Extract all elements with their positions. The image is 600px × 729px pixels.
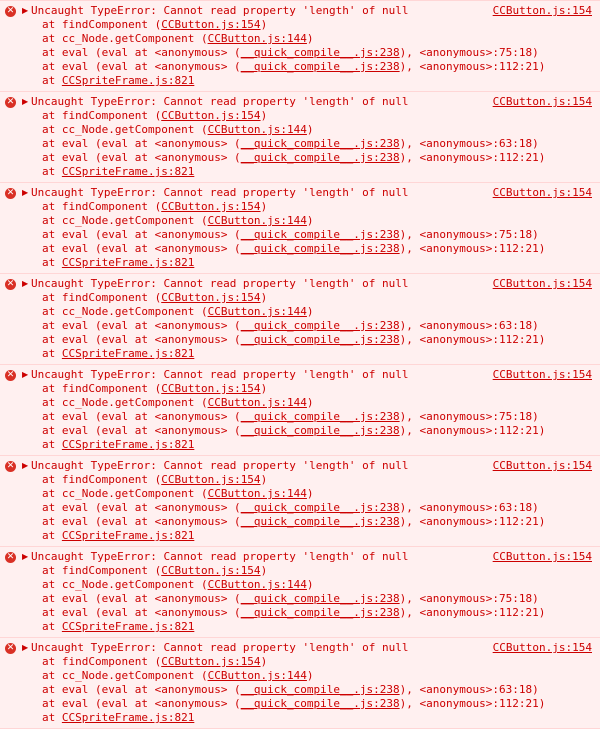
stack-frame-at: at (42, 655, 62, 668)
error-message-text: : Cannot read property 'length' of null (150, 4, 409, 17)
stack-frame-function: eval (eval at <anonymous> ( (61, 592, 241, 605)
source-location-link[interactable]: CCButton.js:154 (492, 186, 592, 199)
error-message-text: : Cannot read property 'length' of null (150, 95, 409, 108)
stack-frame-at: at (42, 319, 62, 332)
stack-frame-link[interactable]: CCSpriteFrame.js:821 (61, 438, 195, 451)
console-error-entry[interactable] (0, 274, 600, 365)
stack-frame-function: findComponent ( (61, 200, 162, 213)
stack-frame (22, 578, 596, 592)
disclosure-triangle-icon[interactable]: ▶ (22, 461, 29, 470)
stack-frame-function: findComponent ( (61, 473, 162, 486)
stack-frame-at: at (42, 592, 62, 605)
stack-frame-at: at (42, 200, 62, 213)
disclosure-triangle-icon[interactable]: ▶ (22, 6, 29, 15)
stack-frame-at: at (42, 214, 62, 227)
stack-frame-at: at (42, 515, 62, 528)
stack-frame-link[interactable]: __quick_compile__.js:238 (240, 424, 400, 437)
stack-frame-link[interactable]: __quick_compile__.js:238 (240, 606, 400, 619)
stack-trace (22, 564, 596, 634)
stack-frame-function: cc_Node.getComponent ( (61, 123, 208, 136)
stack-frame-tail: ) (306, 669, 314, 682)
stack-frame-tail: ), <anonymous>:75:18) (399, 46, 539, 59)
stack-frame (22, 697, 596, 711)
stack-frame-at: at (42, 697, 62, 710)
error-message-prefix: Uncaught (31, 368, 91, 381)
stack-frame-link[interactable]: CCSpriteFrame.js:821 (61, 711, 195, 724)
stack-frame (22, 46, 596, 60)
stack-frame-at: at (42, 620, 62, 633)
stack-frame (22, 74, 596, 88)
stack-frame (22, 515, 596, 529)
stack-frame (22, 501, 596, 515)
stack-frame-tail: ) (306, 123, 314, 136)
error-message-text: : Cannot read property 'length' of null (150, 277, 409, 290)
stack-frame-at: at (42, 564, 62, 577)
stack-frame (22, 256, 596, 270)
error-type: TypeError (90, 550, 151, 563)
stack-frame-function: eval (eval at <anonymous> ( (61, 424, 241, 437)
error-message-prefix: Uncaught (31, 4, 91, 17)
stack-frame-function: eval (eval at <anonymous> ( (61, 333, 241, 346)
stack-frame (22, 32, 596, 46)
stack-frame-function: eval (eval at <anonymous> ( (61, 501, 241, 514)
console-error-header (22, 4, 596, 18)
stack-frame-tail: ) (260, 18, 268, 31)
stack-frame-link[interactable]: __quick_compile__.js:238 (240, 319, 400, 332)
console-error-header (22, 459, 596, 473)
stack-frame-link[interactable]: CCSpriteFrame.js:821 (61, 74, 195, 87)
stack-frame-tail: ) (306, 487, 314, 500)
stack-trace (22, 291, 596, 361)
error-type: TypeError (90, 368, 151, 381)
error-icon: ✕ (6, 97, 15, 107)
stack-frame (22, 424, 596, 438)
stack-frame-link[interactable]: __quick_compile__.js:238 (240, 515, 400, 528)
stack-frame-tail: ), <anonymous>:112:21) (399, 515, 546, 528)
stack-frame-tail: ), <anonymous>:112:21) (399, 697, 546, 710)
stack-frame (22, 151, 596, 165)
stack-frame (22, 165, 596, 179)
stack-frame-function: eval (eval at <anonymous> ( (61, 683, 241, 696)
stack-frame (22, 711, 596, 725)
source-location-link[interactable]: CCButton.js:154 (492, 95, 592, 108)
error-message-prefix: Uncaught (31, 459, 91, 472)
error-icon: ✕ (6, 370, 15, 380)
stack-frame-tail: ), <anonymous>:75:18) (399, 592, 539, 605)
stack-frame-link[interactable]: CCSpriteFrame.js:821 (61, 165, 195, 178)
stack-frame-function: eval (eval at <anonymous> ( (61, 515, 241, 528)
console-error-header (22, 641, 596, 655)
stack-frame (22, 683, 596, 697)
stack-frame-tail: ), <anonymous>:112:21) (399, 60, 546, 73)
stack-frame-at: at (42, 165, 62, 178)
stack-frame-at: at (42, 711, 62, 724)
stack-frame-tail: ), <anonymous>:75:18) (399, 410, 539, 423)
stack-frame-tail: ), <anonymous>:112:21) (399, 242, 546, 255)
stack-frame (22, 620, 596, 634)
stack-frame-tail: ) (306, 214, 314, 227)
stack-frame-link[interactable]: __quick_compile__.js:238 (240, 501, 400, 514)
stack-frame-tail: ), <anonymous>:75:18) (399, 228, 539, 241)
stack-frame-link[interactable]: CCButton.js:144 (207, 487, 307, 500)
stack-frame (22, 529, 596, 543)
stack-frame-link[interactable]: __quick_compile__.js:238 (240, 410, 400, 423)
error-icon: ✕ (6, 643, 15, 653)
stack-frame-at: at (42, 606, 62, 619)
error-message-text: : Cannot read property 'length' of null (150, 641, 409, 654)
stack-frame-function: findComponent ( (61, 382, 162, 395)
stack-frame-function: eval (eval at <anonymous> ( (61, 137, 241, 150)
stack-frame-tail: ), <anonymous>:63:18) (399, 683, 539, 696)
source-location-link[interactable]: CCButton.js:154 (492, 641, 592, 654)
stack-frame (22, 655, 596, 669)
stack-frame-at: at (42, 438, 62, 451)
stack-frame-at: at (42, 347, 62, 360)
stack-frame-tail: ), <anonymous>:112:21) (399, 424, 546, 437)
stack-frame-tail: ) (260, 473, 268, 486)
stack-frame (22, 291, 596, 305)
error-icon: ✕ (6, 279, 15, 289)
stack-frame-link[interactable]: CCButton.js:154 (161, 109, 261, 122)
stack-frame-function: eval (eval at <anonymous> ( (61, 60, 241, 73)
stack-trace (22, 109, 596, 179)
stack-frame-link[interactable]: __quick_compile__.js:238 (240, 697, 400, 710)
stack-frame-at: at (42, 32, 62, 45)
stack-frame-at: at (42, 333, 62, 346)
stack-frame-tail: ) (260, 291, 268, 304)
source-location-link[interactable]: CCButton.js:154 (492, 4, 592, 17)
error-type: TypeError (90, 459, 151, 472)
stack-frame-link[interactable]: CCButton.js:144 (207, 32, 307, 45)
source-location-link[interactable]: CCButton.js:154 (492, 550, 592, 563)
error-message-prefix: Uncaught (31, 641, 91, 654)
error-message-text: : Cannot read property 'length' of null (150, 368, 409, 381)
stack-frame (22, 438, 596, 452)
stack-frame-function: eval (eval at <anonymous> ( (61, 242, 241, 255)
stack-frame-link[interactable]: __quick_compile__.js:238 (240, 137, 400, 150)
stack-frame-function: eval (eval at <anonymous> ( (61, 697, 241, 710)
error-icon: ✕ (6, 461, 15, 471)
stack-frame-link[interactable]: __quick_compile__.js:238 (240, 592, 400, 605)
error-message-text: : Cannot read property 'length' of null (150, 186, 409, 199)
stack-frame-function: findComponent ( (61, 18, 162, 31)
stack-frame-at: at (42, 529, 62, 542)
error-type: TypeError (90, 186, 151, 199)
stack-frame-link[interactable]: CCButton.js:154 (161, 655, 261, 668)
console-error-header (22, 368, 596, 382)
stack-frame-at: at (42, 501, 62, 514)
stack-frame-link[interactable]: __quick_compile__.js:238 (240, 228, 400, 241)
stack-frame (22, 242, 596, 256)
stack-frame-tail: ), <anonymous>:112:21) (399, 151, 546, 164)
stack-frame-tail: ) (260, 382, 268, 395)
stack-frame-function: cc_Node.getComponent ( (61, 669, 208, 682)
stack-frame (22, 382, 596, 396)
stack-frame-link[interactable]: CCButton.js:144 (207, 669, 307, 682)
stack-frame-function: eval (eval at <anonymous> ( (61, 228, 241, 241)
stack-frame-function: eval (eval at <anonymous> ( (61, 410, 241, 423)
error-icon: ✕ (6, 6, 15, 16)
stack-frame (22, 347, 596, 361)
stack-frame (22, 228, 596, 242)
error-message-text: : Cannot read property 'length' of null (150, 459, 409, 472)
stack-frame-tail: ) (260, 655, 268, 668)
console-error-header (22, 186, 596, 200)
stack-frame (22, 109, 596, 123)
stack-frame-at: at (42, 151, 62, 164)
stack-frame-at: at (42, 424, 62, 437)
stack-frame-at: at (42, 487, 62, 500)
stack-frame-at: at (42, 396, 62, 409)
stack-frame-at: at (42, 473, 62, 486)
stack-frame-link[interactable]: CCButton.js:144 (207, 123, 307, 136)
console-error-entry[interactable] (0, 0, 600, 92)
stack-frame (22, 200, 596, 214)
error-message-prefix: Uncaught (31, 550, 91, 563)
disclosure-triangle-icon[interactable]: ▶ (22, 279, 29, 288)
error-type: TypeError (90, 95, 151, 108)
stack-frame-function: cc_Node.getComponent ( (61, 578, 208, 591)
error-message-prefix: Uncaught (31, 186, 91, 199)
error-type: TypeError (90, 4, 151, 17)
stack-frame-tail: ) (306, 396, 314, 409)
stack-frame-link[interactable]: CCButton.js:154 (161, 291, 261, 304)
stack-frame (22, 123, 596, 137)
stack-frame (22, 18, 596, 32)
stack-frame-function: eval (eval at <anonymous> ( (61, 319, 241, 332)
stack-frame-at: at (42, 228, 62, 241)
stack-frame-link[interactable]: CCButton.js:144 (207, 214, 307, 227)
stack-frame-function: eval (eval at <anonymous> ( (61, 606, 241, 619)
stack-frame-link[interactable]: CCButton.js:144 (207, 396, 307, 409)
stack-frame (22, 564, 596, 578)
stack-frame-function: eval (eval at <anonymous> ( (61, 46, 241, 59)
source-location-link[interactable]: CCButton.js:154 (492, 277, 592, 290)
stack-frame-at: at (42, 669, 62, 682)
stack-frame (22, 606, 596, 620)
stack-frame-link[interactable]: CCSpriteFrame.js:821 (61, 347, 195, 360)
stack-frame-at: at (42, 60, 62, 73)
console-error-entry[interactable] (0, 183, 600, 274)
stack-frame-tail: ) (260, 564, 268, 577)
stack-frame-function: eval (eval at <anonymous> ( (61, 151, 241, 164)
source-location-link[interactable]: CCButton.js:154 (492, 459, 592, 472)
console-error-header (22, 95, 596, 109)
disclosure-triangle-icon[interactable]: ▶ (22, 552, 29, 561)
stack-frame-link[interactable]: __quick_compile__.js:238 (240, 60, 400, 73)
stack-frame-tail: ), <anonymous>:63:18) (399, 319, 539, 332)
stack-frame-tail: ) (260, 109, 268, 122)
stack-frame-at: at (42, 137, 62, 150)
error-type: TypeError (90, 277, 151, 290)
stack-frame (22, 137, 596, 151)
stack-frame-tail: ) (306, 32, 314, 45)
error-icon: ✕ (6, 552, 15, 562)
error-message-prefix: Uncaught (31, 95, 91, 108)
disclosure-triangle-icon[interactable]: ▶ (22, 370, 29, 379)
stack-frame-function: findComponent ( (61, 564, 162, 577)
stack-frame-link[interactable]: CCSpriteFrame.js:821 (61, 256, 195, 269)
stack-frame-tail: ), <anonymous>:112:21) (399, 333, 546, 346)
stack-frame-at: at (42, 382, 62, 395)
stack-frame-at: at (42, 683, 62, 696)
stack-frame-function: cc_Node.getComponent ( (61, 487, 208, 500)
stack-frame-tail: ), <anonymous>:112:21) (399, 606, 546, 619)
stack-frame-at: at (42, 74, 62, 87)
stack-trace (22, 655, 596, 725)
stack-frame (22, 592, 596, 606)
error-message-text: : Cannot read property 'length' of null (150, 550, 409, 563)
stack-frame-tail: ) (306, 305, 314, 318)
stack-frame (22, 669, 596, 683)
stack-frame-tail: ) (260, 200, 268, 213)
stack-frame (22, 410, 596, 424)
stack-frame-at: at (42, 242, 62, 255)
stack-frame-function: findComponent ( (61, 291, 162, 304)
console-error-entry[interactable] (0, 92, 600, 183)
stack-frame-link[interactable]: __quick_compile__.js:238 (240, 151, 400, 164)
stack-frame (22, 333, 596, 347)
stack-frame-link[interactable]: CCButton.js:144 (207, 305, 307, 318)
stack-frame-link[interactable]: __quick_compile__.js:238 (240, 683, 400, 696)
stack-frame-link[interactable]: __quick_compile__.js:238 (240, 242, 400, 255)
error-type: TypeError (90, 641, 151, 654)
stack-trace (22, 382, 596, 452)
stack-frame-at: at (42, 18, 62, 31)
stack-frame-function: cc_Node.getComponent ( (61, 214, 208, 227)
stack-frame-function: cc_Node.getComponent ( (61, 305, 208, 318)
disclosure-triangle-icon[interactable]: ▶ (22, 188, 29, 197)
stack-frame-tail: ), <anonymous>:63:18) (399, 137, 539, 150)
stack-frame-at: at (42, 109, 62, 122)
console-error-header (22, 277, 596, 291)
stack-frame-link[interactable]: CCButton.js:154 (161, 382, 261, 395)
stack-frame-link[interactable]: CCButton.js:144 (207, 578, 307, 591)
stack-frame-tail: ) (306, 578, 314, 591)
stack-frame-link[interactable]: CCButton.js:154 (161, 473, 261, 486)
stack-frame-at: at (42, 291, 62, 304)
stack-frame-link[interactable]: __quick_compile__.js:238 (240, 46, 400, 59)
disclosure-triangle-icon[interactable]: ▶ (22, 97, 29, 106)
stack-frame-tail: ), <anonymous>:63:18) (399, 501, 539, 514)
console-error-entry[interactable] (0, 365, 600, 456)
stack-frame-link[interactable]: CCButton.js:154 (161, 200, 261, 213)
source-location-link[interactable]: CCButton.js:154 (492, 368, 592, 381)
stack-frame-at: at (42, 305, 62, 318)
stack-frame-link[interactable]: CCSpriteFrame.js:821 (61, 529, 195, 542)
error-icon: ✕ (6, 188, 15, 198)
stack-frame-at: at (42, 46, 62, 59)
stack-trace (22, 18, 596, 88)
stack-frame-at: at (42, 410, 62, 423)
stack-frame (22, 473, 596, 487)
stack-frame-link[interactable]: CCButton.js:154 (161, 18, 261, 31)
stack-frame-link[interactable]: CCSpriteFrame.js:821 (61, 620, 195, 633)
stack-frame (22, 214, 596, 228)
stack-frame-at: at (42, 256, 62, 269)
stack-frame (22, 487, 596, 501)
stack-frame-function: cc_Node.getComponent ( (61, 396, 208, 409)
console-error-entry[interactable] (0, 456, 600, 547)
error-message-prefix: Uncaught (31, 277, 91, 290)
stack-frame (22, 396, 596, 410)
stack-frame-link[interactable]: CCButton.js:154 (161, 564, 261, 577)
stack-trace (22, 473, 596, 543)
console-error-entry[interactable] (0, 547, 600, 638)
stack-frame (22, 60, 596, 74)
stack-frame-at: at (42, 578, 62, 591)
stack-frame-function: findComponent ( (61, 109, 162, 122)
console-error-entry[interactable] (0, 638, 600, 729)
stack-frame (22, 305, 596, 319)
disclosure-triangle-icon[interactable]: ▶ (22, 643, 29, 652)
stack-frame-link[interactable]: __quick_compile__.js:238 (240, 333, 400, 346)
stack-frame-function: cc_Node.getComponent ( (61, 32, 208, 45)
stack-trace (22, 200, 596, 270)
stack-frame-at: at (42, 123, 62, 136)
stack-frame-function: findComponent ( (61, 655, 162, 668)
console-error-header (22, 550, 596, 564)
stack-frame (22, 319, 596, 333)
